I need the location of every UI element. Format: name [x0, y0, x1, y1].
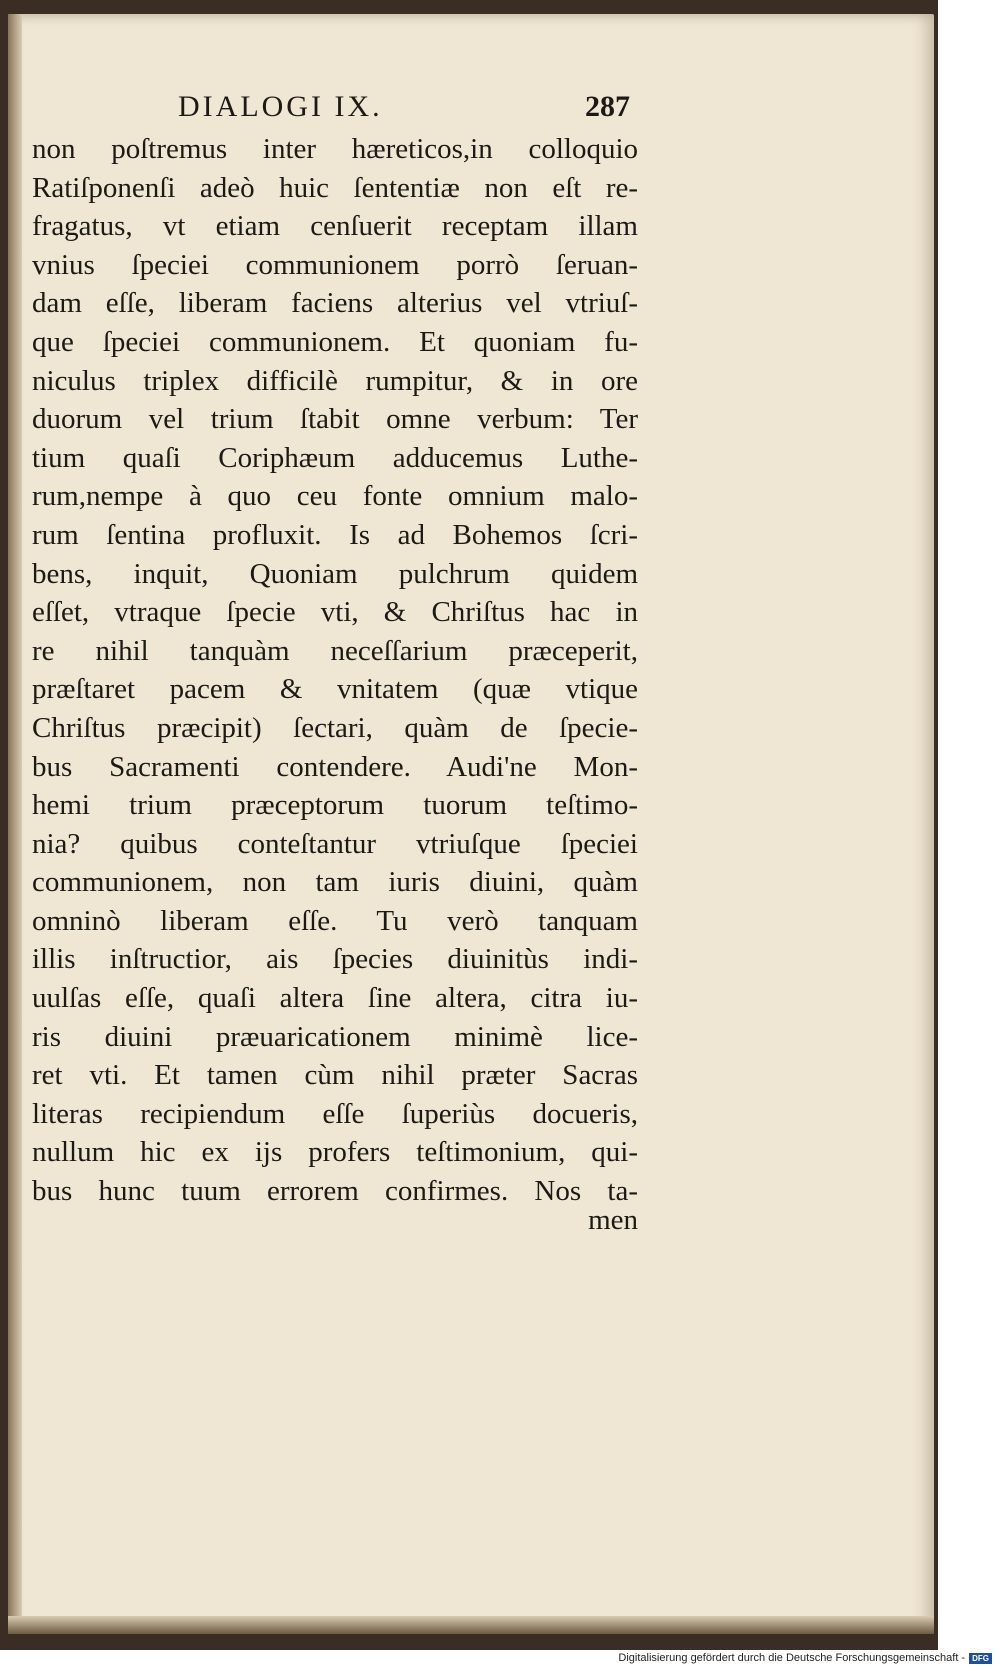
text-line: niculus triplex difficilè rumpitur, & in ore: [32, 364, 638, 397]
text-line: præſtaret pacem & vnitatem (quæ vtique: [32, 673, 638, 706]
text-line: Ratiſponenſi adeò huic ſententiæ non eſt re-: [32, 171, 638, 204]
running-head: DIALOGI IX.: [178, 90, 383, 123]
text-line: que ſpeciei communionem. Et quoniam fu-: [32, 325, 638, 358]
page-gutter-edge: [8, 14, 22, 1634]
text-line: Chriſtus præcipit) ſectari, quàm de ſpecie-: [32, 711, 638, 744]
text-line: fragatus, vt etiam cenſuerit receptam illam: [32, 210, 638, 243]
body-text: [32, 130, 638, 1211]
page-bottom-edge: [8, 1616, 934, 1634]
text-line: vnius ſpeciei communionem porrò ſeruan-: [32, 248, 638, 281]
text-line: illis inſtructior, ais ſpecies diuinitùs indi-: [32, 943, 638, 976]
catchword: men: [588, 1204, 638, 1236]
text-line: communionem, non tam iuris diuini, quàm: [32, 866, 638, 899]
text-line: ris diuini præuaricationem minimè lice-: [32, 1020, 638, 1053]
text-line: literas recipiendum eſſe ſuperiùs docueris,: [32, 1097, 638, 1130]
text-line: ret vti. Et tamen cùm nihil præter Sacras: [32, 1059, 638, 1092]
text-line: hemi trium præceptorum tuorum teſtimo-: [32, 789, 638, 822]
text-line: nullum hic ex ijs profers teſtimonium, qui-: [32, 1136, 638, 1169]
text-line: nia? quibus conteſtantur vtriuſque ſpeciei: [32, 827, 638, 860]
digitization-credit: [618, 1652, 992, 1664]
text-line: dam eſſe, liberam faciens alterius vel vtriuſ-: [32, 287, 638, 320]
text-line: omninò liberam eſſe. Tu verò tanquam: [32, 904, 638, 937]
text-line: non poſtremus inter hæreticos,in colloquio: [32, 133, 638, 165]
text-line: duorum vel trium ſtabit omne verbum: Ter: [32, 403, 638, 436]
text-line: bus hunc tuum errorem confirmes. Nos ta-: [32, 1175, 638, 1208]
credit-text: Digitalisierung gefördert durch die Deutsche Forschungsgemeinschaft -: [618, 1652, 966, 1664]
text-line: bus Sacramenti contendere. Audi'ne Mon-: [32, 750, 638, 783]
text-line: uulſas eſſe, quaſi altera ſine altera, citra iu-: [32, 982, 638, 1015]
text-line: rum ſentina profluxit. Is ad Bohemos ſcri-: [32, 518, 638, 551]
text-line: re nihil tanquàm neceſſarium præceperit,: [32, 634, 638, 667]
dfg-logo-icon: DFG: [969, 1653, 992, 1664]
text-line: bens, inquit, Quoniam pulchrum quidem: [32, 557, 638, 590]
text-line: tium quaſi Coriphæum adducemus Luthe-: [32, 441, 638, 474]
text-line: eſſet, vtraque ſpecie vti, & Chriſtus hac in: [32, 596, 638, 629]
text-line: rum,nempe à quo ceu fonte omnium malo-: [32, 480, 638, 513]
page-number: 287: [585, 90, 630, 123]
